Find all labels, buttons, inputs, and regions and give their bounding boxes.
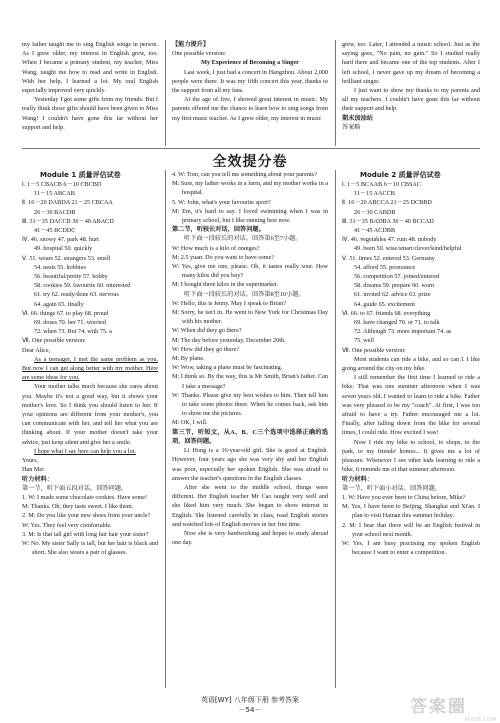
dialogue-line: 5. W: John, what's your favourite sport? xyxy=(172,198,271,206)
answer-line: 64. again 65. finally xyxy=(34,300,84,308)
dialogue-line: W: Yes, I am busy practising my spoken English because I want to enter a competition. xyxy=(342,539,480,557)
section-heading: 期末加油站 xyxy=(342,114,373,122)
letter-paragraph: I hope what I say here can help you a lot. xyxy=(34,447,136,455)
dialogue-line: 1. W: I made some chocolate cookies. Have some! xyxy=(22,493,148,501)
answer-line: Ⅵ. 66. things 67. to play 68. proud xyxy=(22,309,109,317)
column-divider xyxy=(165,40,166,146)
column-divider xyxy=(165,170,166,688)
paragraph: grew, too. Later, I attended a music school. Just as the saying goes, "No pain, no gain." So I studied really hard there and became one of the top students. After I left school, I never gave up my dream of becoming a brilliant singer. xyxy=(342,41,480,85)
section-heading: 【能力提升】 xyxy=(172,41,210,48)
answer-line: Ⅲ. 31－35 DACCB 36－40 ABACD xyxy=(22,217,114,225)
listening-heading: 听力材料： xyxy=(22,475,53,483)
dialogue-line: M: Sorry, he isn't in. He went to New York for Christmas Day with his mother. xyxy=(172,309,328,326)
paragraph: I just want to show my thanks to my parents and all my teachers. I couldn't have gone this far without their support and help. xyxy=(342,87,480,113)
dialogue-line: 1. W: Have you ever been to China before, Mike? xyxy=(342,493,466,501)
answer-line: Ⅵ. 66. to 67. friends 68. everything xyxy=(342,309,431,317)
listening-section: 第三节，听短文，从A、B、C三个选项中选择正确的选项，回答问题。 xyxy=(172,428,328,445)
page-title: 全效提分卷 xyxy=(212,154,288,170)
answer-line: 72. when 73. But 74. with 75. a xyxy=(34,328,112,336)
answer-line: 56. beautiful/pretty 57. hobby xyxy=(34,273,108,281)
right-answer-column xyxy=(342,180,480,692)
answer-line: 49. been 50. wise/smart/clever/kind/helpful xyxy=(354,245,462,253)
letter-signoff: Yours, xyxy=(22,457,39,465)
listening-intro: 第一节，听下面小对话，回答问题。 xyxy=(342,484,441,492)
watermark-logo xyxy=(410,692,496,723)
answer-line: 69. doses 70. her 71. worried xyxy=(34,319,106,327)
dialogue-line: W: When did they go there? xyxy=(172,327,242,335)
dialogue-line: 3. M: Is that tall girl with long fair hair your sister? xyxy=(22,530,149,538)
center-answer-column xyxy=(172,170,328,692)
passage-paragraph: After she went to the middle school, things were different. Her English teacher Mr Cao taught very well and she liked him very much. She began to show interest in English. She listened carefully in class, read English stories and watched lots of English movies in her free time. xyxy=(172,483,328,528)
answer-line: Ⅳ. 46. vegetables 47. ruin 48. nobody xyxy=(342,236,437,244)
answer-line: 75. well xyxy=(354,337,374,345)
essay-paragraph: I still remember the first time I learned to ride a bike. That was one summer afternoon when I was seven years old. I wanted to learn to ride a bike. Father was very pleased to be my "coach". At first, I was too afraid to have a try. Father encouraged me a lot. Finally, after falling down from the bike for several times, I could ride. How excited I was! xyxy=(342,374,480,437)
dialogue-line: W: No. My sister Sally is tall, but her hair is black and short. She also wears a pair of glasses. xyxy=(22,539,158,557)
watermark-url: MXQE.COM xyxy=(465,717,496,723)
top-middle-column xyxy=(172,40,328,146)
paragraph: Yesterday I got some gifts from my friends. But I really think those gifts should have been given to Miss Wang! I couldn't have gone this far without her support and help. xyxy=(22,96,158,131)
answer-line: Ⅲ. 31－35 BADBA 36－40 BCCAD xyxy=(342,217,434,225)
answer-line: 61. invited 62. advice 63. prize xyxy=(354,291,431,299)
dialogue-line: W: How much is a kilo of oranges? xyxy=(172,244,260,252)
answer-line: 41－45 ACDBB xyxy=(354,227,396,235)
listening-instruction: 听下面一段较长的对话，回答第8至10小题。 xyxy=(184,290,305,298)
watermark-text: 答案圈 xyxy=(410,697,467,717)
answer-line: Ⅱ. 16－20 ABCCA 21－25 DCBBD xyxy=(342,199,432,207)
answer-line: 64. guide 65. excitement xyxy=(354,300,415,308)
answer-line: Ⅱ. 16－20 DABDA 21－25 CBCAA xyxy=(22,199,113,207)
dialogue-line: 2. M: I hear that there will be an English festival in your school next month. xyxy=(342,521,480,538)
answer-line: 54. nests 55. hobbies xyxy=(34,263,86,271)
dialogue-line: 2. M: Do you like your new shoes from your uncle? xyxy=(22,512,151,520)
answer-line: 11－15 AACCB xyxy=(354,190,395,198)
possible-version: One possible version: xyxy=(172,50,226,58)
answer-line: 61. try 62. ready/done 63. nervous xyxy=(34,291,119,299)
answer-line: 41－45 BCDDC xyxy=(34,227,76,235)
dialogue-line: M: Yes, I have been to Beijing, Shanghai and Xi'an. I plan to visit Hainan this summer holiday. xyxy=(342,503,480,520)
essay-paragraph: Most students can ride a bike, and so can I. I like going around the city on my bike. xyxy=(342,355,480,373)
paragraph: At the age of five, I showed great interest in music. My parents offered me the chance to learn how to sing songs from my first music teacher. As I grew older, my interest in music xyxy=(172,96,328,122)
answer-line: 54. afford 55. pronounce xyxy=(354,263,416,271)
dialogue-line: W: Hello, this is Jenny. May I speak to Brian? xyxy=(172,299,286,307)
answer-line: 49. hospital 50. quickly xyxy=(34,245,93,253)
dialogue-line: 4. W: Tom, can you tell me something about your parents? xyxy=(172,171,317,178)
dialogue-line: M: The day before yesterday, December 20th. xyxy=(172,336,286,344)
answer-line: 58. dreams 59. prepare 60. worn xyxy=(354,282,435,290)
dialogue-line: M: Em, it's hard to say. I loved swimming when I was in primary school, but I like running best now. xyxy=(172,207,328,225)
passage-paragraph: Li Hong is a 16-year-old girl. She is good at English. However, four years ago she was very shy and her English was poor, especially her spoken English. She was afraid to answer the teacher's questions in the English classes. xyxy=(172,447,328,482)
column-divider xyxy=(335,40,336,146)
essay-title: My Experience of Becoming a Singer xyxy=(201,59,299,67)
listening-section: 第二节，听较长对话，回答问题。 xyxy=(172,226,265,234)
answer-line: Ⅰ. 1－5 BCAAB 6－10 CBSAC xyxy=(342,181,422,188)
answer-note: 答案略 xyxy=(342,123,361,131)
dialogue-line: W: Yes. They feel very comfortable. xyxy=(22,521,112,529)
answer-line: 69. have changed 70. or 71. to talk xyxy=(354,319,440,327)
left-answer-column xyxy=(22,180,158,692)
section-rule xyxy=(22,148,480,149)
answer-line: 11－15 ABCAB xyxy=(34,190,75,198)
passage-paragraph: Now she is very hardworking and hopes to study abroad one day. xyxy=(172,529,328,547)
listening-intro: 第一节，听下面五段对话，回答问题。 xyxy=(22,484,128,492)
paragraph: Last week, I just had a concert in Hangzhou. About 2,000 people were there. It was my fifth concert this year, thanks to the support from all my fans. xyxy=(172,68,328,95)
dialogue-line: M: I think so. By the way, this is Mr Smith, Brian's father. Can I take a message? xyxy=(172,373,328,390)
listening-heading: 听力材料： xyxy=(342,475,373,483)
letter-paragraph: Your mother talks much because she cares about you. Maybe it's not a good way, but it shows your mother's love. So I think you should listen to her. If your opinions are different from your mother's, you can communicate with her, and tell her what you are thinking about. If your mother doesn't take your advice, just keep silent and give her a smile. xyxy=(22,383,158,446)
dialogue-line: W: How did they go there? xyxy=(172,345,239,353)
answer-line: 56. competition 57. joined/entered xyxy=(354,273,440,281)
essay-paragraph: Now I ride my bike to school, to shops, to the park, to my friends' homes... It gives me a lot of pleasure. Whenever I see other kids learning to ride a bike, it reminds me of that summer afternoon. xyxy=(342,438,480,474)
dialogue-line: W: Yes, give me one, please. Oh, it tastes really sour. How many kilos did you buy? xyxy=(172,263,328,280)
answer-line: 72. Although 73. more important 74. as xyxy=(354,328,452,336)
answer-line: Ⅴ. 51. times 52. entered 53. Germany xyxy=(342,254,435,262)
dialogue-line: M: Thanks. Oh, they taste sweet. I like them. xyxy=(22,503,134,511)
letter-signature: Han Mei xyxy=(22,466,44,474)
dialogue-line: W: Thanks. Please give my best wishes to him. Then tell him to take some photos there. When he comes back, ask him to show me the pictures. xyxy=(172,391,328,418)
module-heading: Module 1 质量评估试卷 xyxy=(40,171,121,179)
dialogue-line: W: Wow, taking a plane must be fascinating. xyxy=(172,364,283,372)
dialogue-line: M: By plane. xyxy=(172,355,205,363)
top-right-column xyxy=(342,40,480,146)
dialogue-line: M: OK, I will. xyxy=(172,419,208,427)
column-divider xyxy=(335,170,336,688)
dialogue-line: M: 2.5 yuan. Do you want to have some? xyxy=(172,253,275,261)
answer-line: Ⅶ. One possible version: xyxy=(22,337,86,345)
answer-line: 26－30 BACDB xyxy=(34,208,76,216)
paragraph: my father taught me to sing English songs in person. As I grew older, my interest in English grew, too. When I became a primary student, my teacher, Miss Wang, taught me how to read and write in English. With her help, I learned a lot. My oral English especially improved very quickly. xyxy=(22,41,158,95)
answer-line: Ⅶ. One possible version: xyxy=(342,346,406,354)
page-footer: 英语[WY] 八年级下册 参考答案 －54－ xyxy=(200,696,300,714)
answer-line: Ⅳ. 46. snowy 47. park 48. hurt xyxy=(22,236,99,244)
dialogue-line: M: I bought three kilos in the supermarket. xyxy=(172,281,279,289)
answer-line: 58. cookies 59. favourite 60. interested xyxy=(34,282,131,290)
letter-paragraph: As a teenager, I met the same problem as you. But now I can get along better with my mother. Here are some ideas for you. xyxy=(22,355,158,382)
module-heading: Module 2 质量评估试卷 xyxy=(360,171,441,179)
answer-line: Ⅴ. 51. wears 52. strangers 53. smell xyxy=(22,254,111,262)
listening-instruction: 听下面一段较长的对话，回答第6至7小题。 xyxy=(184,235,302,243)
letter-greeting: Dear Alice, xyxy=(22,346,51,354)
dialogue-line: M: Sure, my father works in a farm, and my mother works in a hospital. xyxy=(172,180,328,197)
answer-line: 26－30 CABDB xyxy=(354,208,396,216)
top-left-column xyxy=(22,40,158,146)
answer-line: Ⅰ. 1－5 CBACB 6－10 CBCBD xyxy=(22,181,102,188)
